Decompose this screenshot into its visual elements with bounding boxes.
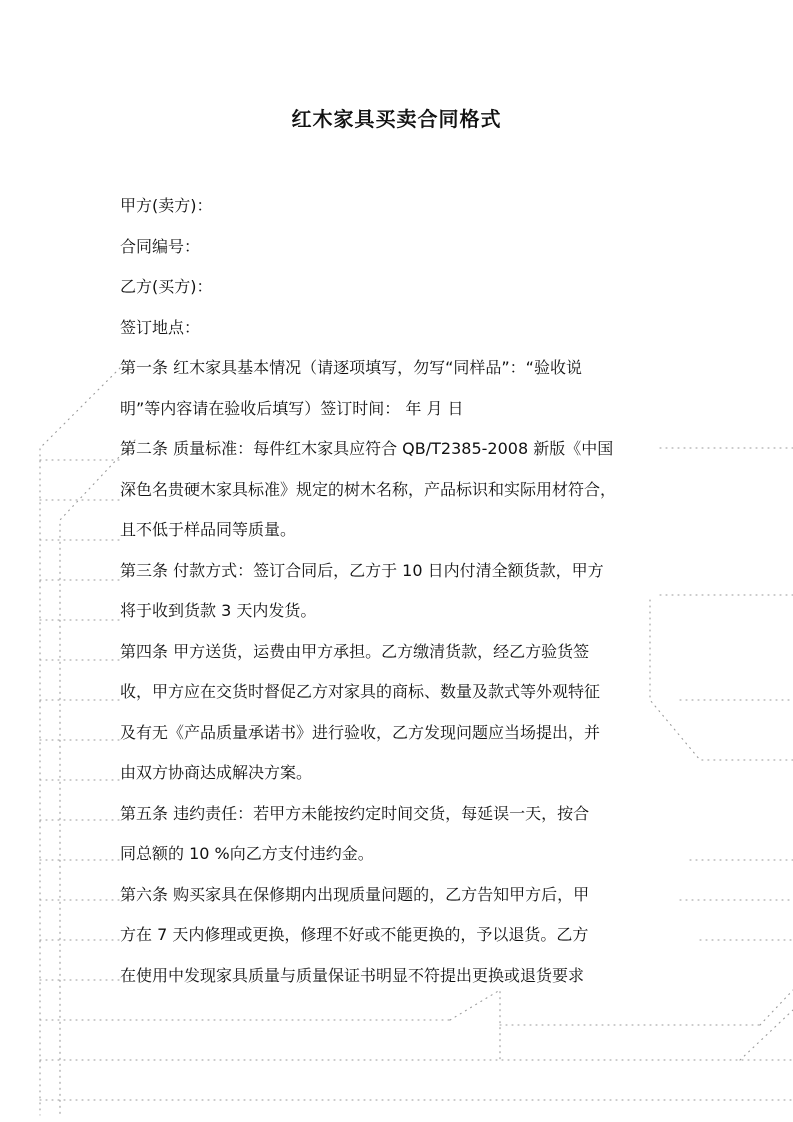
article-2-line-3: 且不低于样品同等质量。	[120, 520, 297, 539]
article-6-line-2: 方在 7 天内修理或更换，修理不好或不能更换的，予以退货。乙方	[120, 925, 589, 944]
article-3-line-2: 将于收到货款 3 天内发货。	[120, 601, 317, 620]
document-body	[120, 186, 680, 996]
article-5-line-2: 同总额的 10 %向乙方支付违约金。	[120, 844, 374, 863]
article-1-line-1: 第一条 红木家具基本情况（请逐项填写，勿写“同样品”：“验收说	[120, 358, 582, 377]
article-4-line-1: 第四条 甲方送货，运费由甲方承担。乙方缴清货款，经乙方验货签	[120, 641, 590, 661]
article-1-line-2: 明”等内容请在验收后填写）签订时间： 年 月 日	[120, 398, 464, 418]
contract-number-line: 合同编号：	[120, 236, 201, 256]
article-3-line-1: 第三条 付款方式：签订合同后，乙方于 10 日内付清全额货款，甲方	[120, 560, 604, 580]
article-2-line-1: 第二条 质量标准：每件红木家具应符合 QB/T2385-2008 新版《中国	[120, 439, 614, 458]
article-4-line-4: 由双方协商达成解决方案。	[120, 763, 313, 782]
party-a-line: 甲方(卖方)：	[120, 196, 213, 215]
party-b-line: 乙方(买方)：	[120, 277, 213, 296]
article-2-line-2: 深色名贵硬木家具标准》规定的树木名称，产品标识和实际用材符合，	[120, 479, 617, 499]
article-4-line-3: 及有无《产品质量承诺书》进行验收，乙方发现问题应当场提出，并	[120, 722, 601, 742]
article-6-line-3: 在使用中发现家具质量与质量保证书明显不符提出更换或退货要求	[120, 965, 585, 985]
article-6-line-1: 第六条 购买家具在保修期内出现质量问题的，乙方告知甲方后，甲	[120, 884, 590, 904]
document-title: 红木家具买卖合同格式	[291, 107, 502, 131]
signing-place-line: 签订地点：	[120, 317, 201, 337]
article-4-line-2: 收，甲方应在交货时督促乙方对家具的商标、数量及款式等外观特征	[120, 682, 601, 701]
article-5-line-1: 第五条 违约责任：若甲方未能按约定时间交货，每延误一天，按合	[120, 803, 590, 823]
